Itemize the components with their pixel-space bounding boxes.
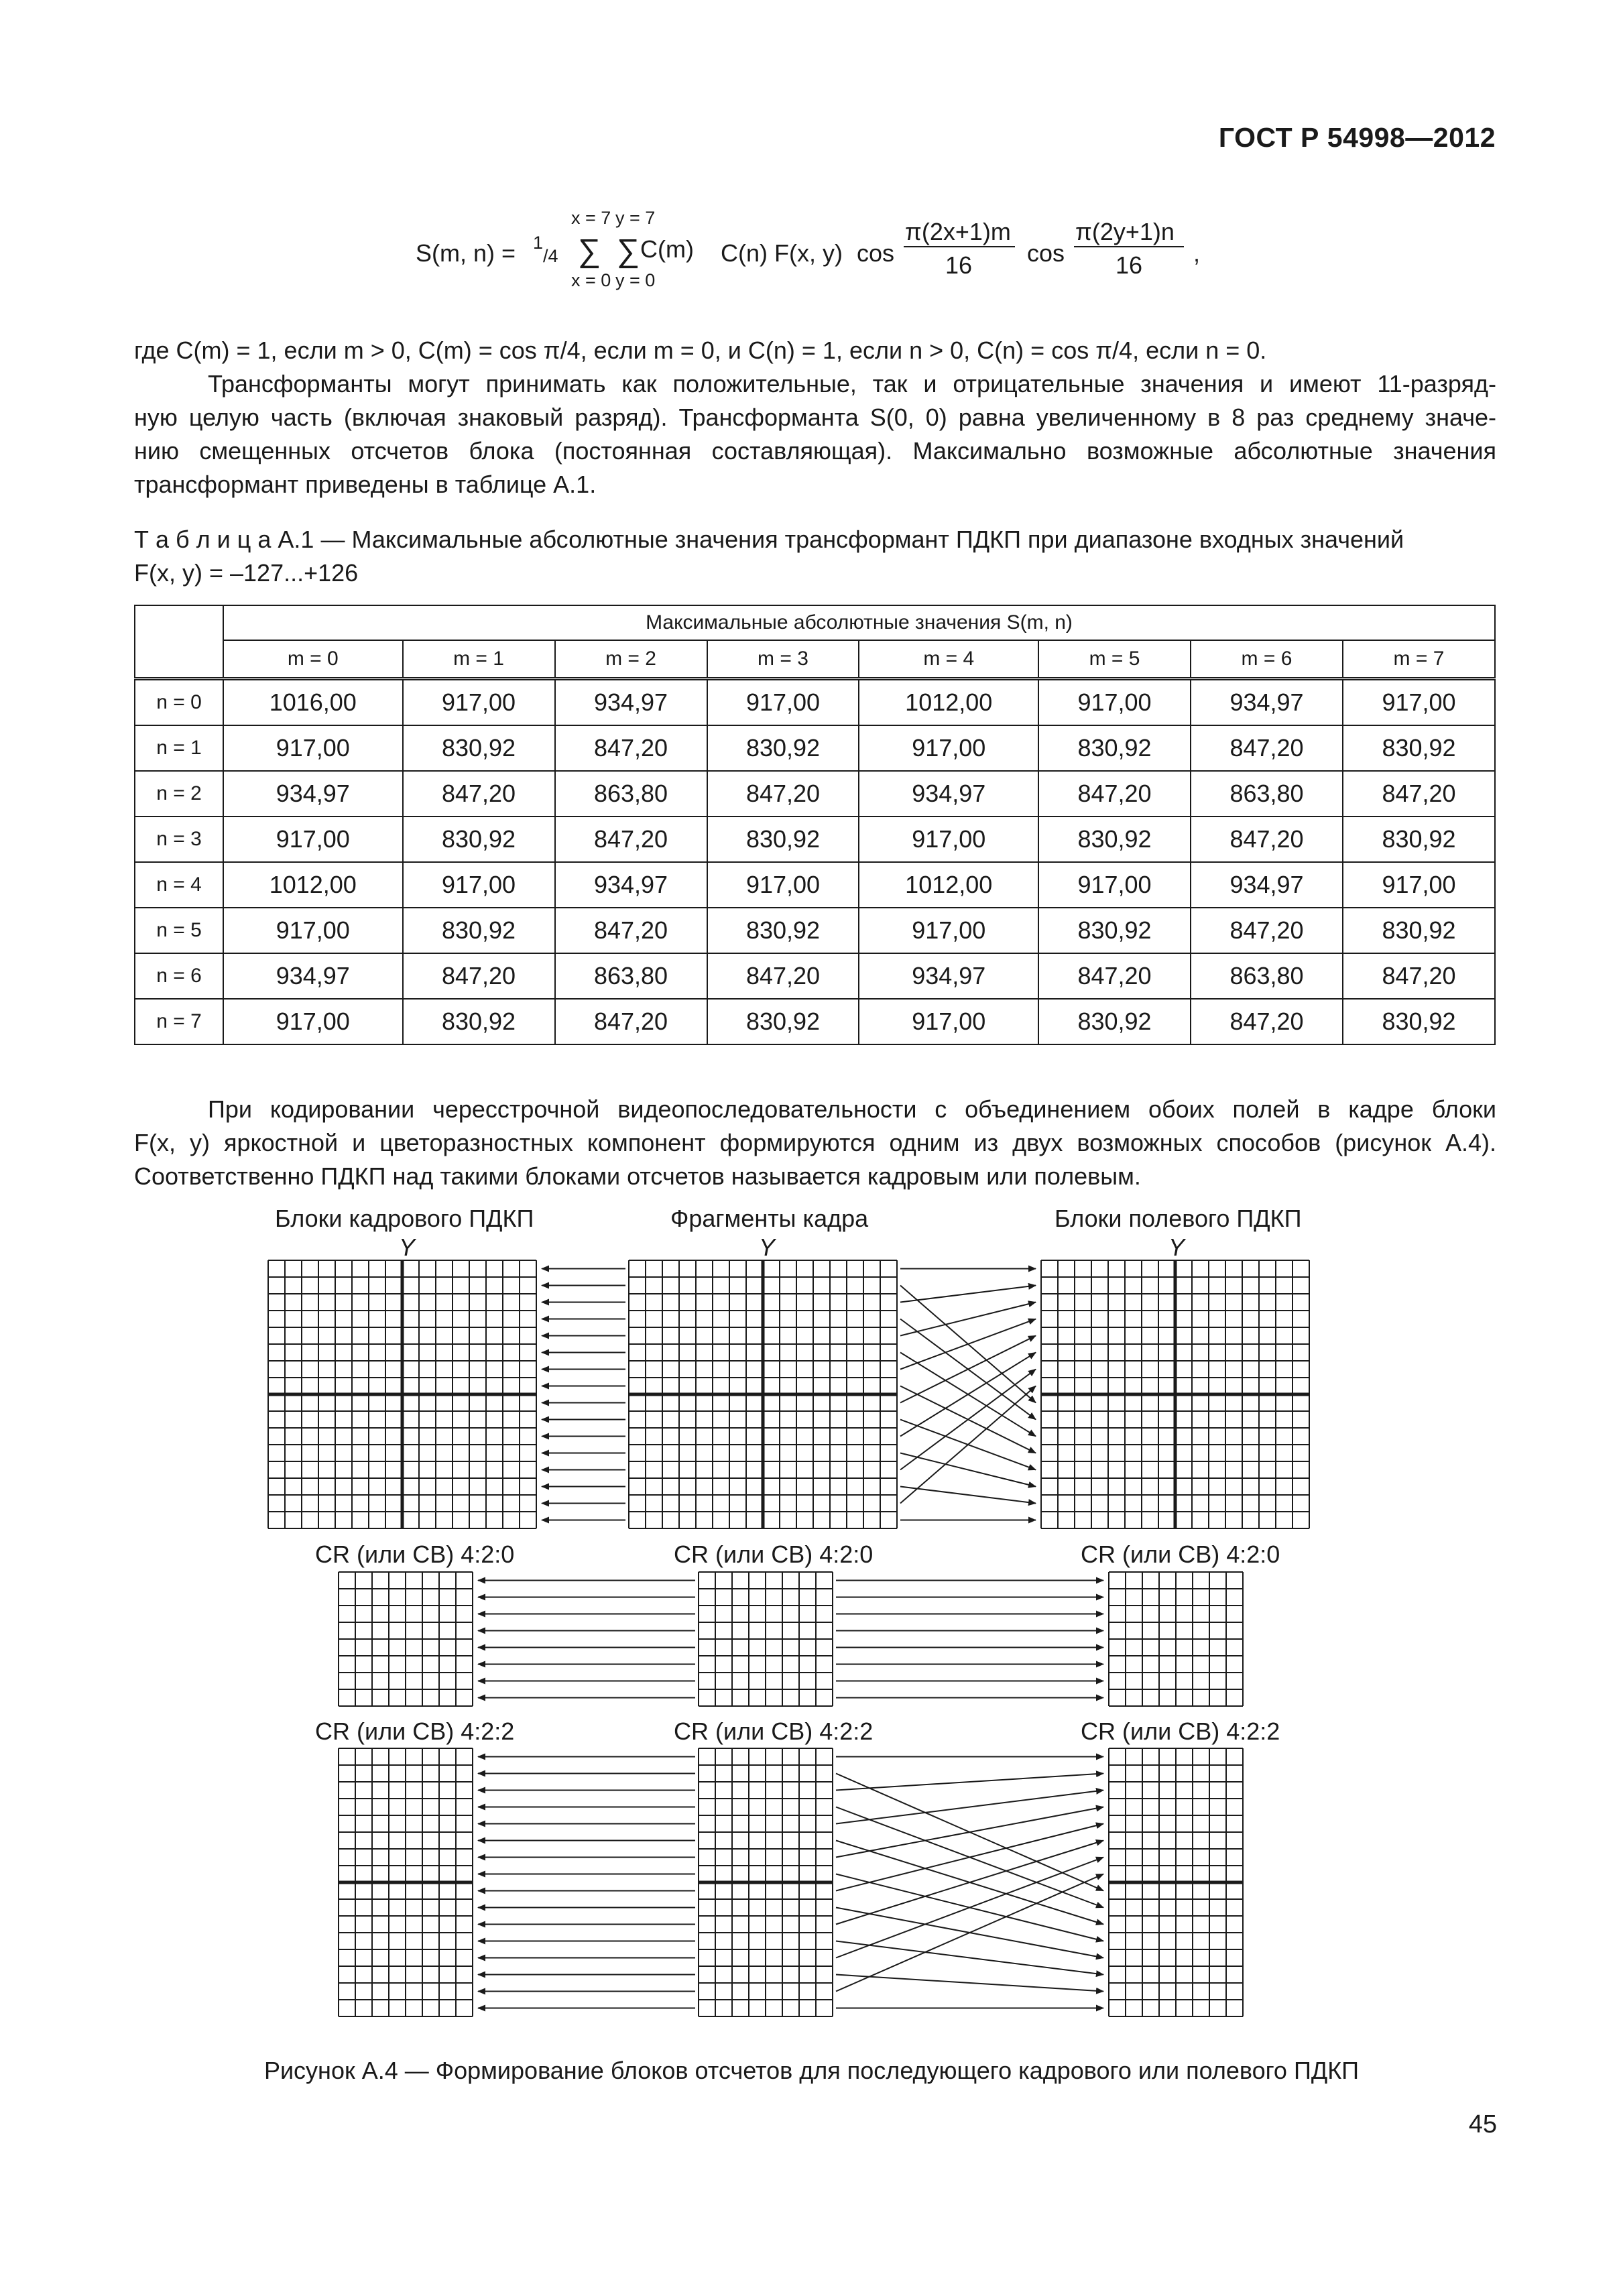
label-cr-420-middle: CR (или CB) 4:2:0 [674, 1540, 874, 1568]
formula-num-1: π(2x+1)m [905, 218, 1011, 245]
table-cell: 934,97 [1191, 862, 1343, 908]
arrow-chroma-422-right [836, 1824, 1103, 1891]
table-cell: 917,00 [403, 679, 555, 726]
table-cell: 847,20 [1191, 817, 1343, 862]
table-cell: 847,20 [707, 771, 859, 817]
label-cr-422-middle: CR (или CB) 4:2:2 [674, 1717, 874, 1745]
table-cell: 917,00 [859, 908, 1038, 953]
paragraph-line: При кодировании чересстрочной видеопоследовательности с объединением обоих полей в кадре блоки [208, 1095, 1496, 1123]
table-cell: 917,00 [859, 999, 1038, 1044]
paragraph-line: нию смещенных отсчетов блока (постоянная составляющая). Максимально возможные абсолютные значения [134, 437, 1496, 465]
table-row-label: n = 6 [135, 953, 223, 999]
table-cell: 863,80 [555, 953, 707, 999]
table-cell: 1012,00 [223, 862, 403, 908]
arrow-chroma-422-right [836, 1858, 1103, 1958]
table-cell: 830,92 [403, 999, 555, 1044]
arrow-chroma-422-right [836, 1807, 1103, 1858]
table-cell: 847,20 [555, 817, 707, 862]
table-cell: 830,92 [403, 725, 555, 771]
formula-quarter-den: /4 [543, 246, 558, 266]
table-column-header: m = 0 [223, 640, 403, 679]
table-column-header: m = 5 [1038, 640, 1191, 679]
arrow-field-mapping [900, 1286, 1036, 1303]
table-cell: 917,00 [859, 725, 1038, 771]
table-cell: 917,00 [707, 862, 859, 908]
table-cell: 917,00 [1343, 679, 1495, 726]
table-cell: 847,20 [1038, 771, 1191, 817]
table-column-header: m = 4 [859, 640, 1038, 679]
formula-sum-top-x: x = 7 [571, 208, 611, 228]
table-row-label: n = 2 [135, 771, 223, 817]
arrow-chroma-422-right [836, 1975, 1103, 1992]
label-frame-fragments: Фрагменты кадра [670, 1205, 869, 1232]
table-cell: 830,92 [1343, 908, 1495, 953]
formula-den-2: 16 [1116, 251, 1143, 279]
table-cell: 830,92 [1038, 817, 1191, 862]
table-cell: 934,97 [223, 953, 403, 999]
paragraph-line: Трансформанты могут принимать как положительные, так и отрицательные значения и имеют 11-разряд- [208, 370, 1496, 398]
table-cell: 830,92 [707, 999, 859, 1044]
paragraph-line: ную целую часть (включая знаковый разряд). Трансформанта S(0, 0) равна увеличенному в 8 раз среднему значе- [134, 404, 1496, 431]
table-cell: 1016,00 [223, 679, 403, 726]
table-row-label: n = 5 [135, 908, 223, 953]
table-group-header: Максимальные абсолютные значения S(m, n) [223, 605, 1495, 640]
table-cell: 917,00 [223, 999, 403, 1044]
table-cell: 847,20 [1191, 908, 1343, 953]
formula-sum-top-y: y = 7 [615, 208, 656, 228]
formula-cos-1: cos [857, 239, 895, 267]
table-cell: 830,92 [1343, 999, 1495, 1044]
page-number: 45 [1468, 2110, 1497, 2138]
table-cell: 830,92 [403, 817, 555, 862]
formula-num-2: π(2y+1)n [1075, 218, 1175, 245]
table-cell: 830,92 [1038, 999, 1191, 1044]
table-cell: 847,20 [1191, 999, 1343, 1044]
table-caption-line: Т а б л и ц а А.1 — Максимальные абсолютные значения трансформант ПДКП при диапазоне входных значений [134, 526, 1404, 553]
table-cell: 830,92 [1343, 817, 1495, 862]
arrow-chroma-422-right [836, 1774, 1103, 1791]
table-cell: 847,20 [1038, 953, 1191, 999]
table-cell: 863,80 [1191, 953, 1343, 999]
table-cell: 830,92 [707, 817, 859, 862]
figure-caption: Рисунок А.4 — Формирование блоков отсчетов для последующего кадрового или полевого ПДКП [263, 2057, 1360, 2084]
table-cell: 934,97 [859, 771, 1038, 817]
table-row-label: n = 3 [135, 817, 223, 862]
table-cell: 917,00 [1343, 862, 1495, 908]
paragraph-line: Соответственно ПДКП над такими блоками отсчетов называется кадровым или полевым. [134, 1162, 1141, 1190]
table-cell: 830,92 [707, 908, 859, 953]
table-cell: 934,97 [223, 771, 403, 817]
table-cell: 830,92 [1038, 725, 1191, 771]
formula-sigma-x: ∑ [578, 233, 601, 269]
label-y-middle: Y [759, 1233, 776, 1261]
table-cell: 934,97 [859, 953, 1038, 999]
table-cell: 917,00 [859, 817, 1038, 862]
document-id: ГОСТ Р 54998—2012 [1218, 122, 1496, 153]
arrow-field-mapping [900, 1386, 1036, 1504]
table-cell: 917,00 [1038, 679, 1191, 726]
table-cell: 863,80 [555, 771, 707, 817]
formula-quarter-num: 1 [533, 233, 544, 253]
table-column-header: m = 1 [403, 640, 555, 679]
paragraph-line: F(x, y) яркостной и цветоразностных компонент формируются одним из двух возможных способов (рисунок А.4). [134, 1129, 1496, 1156]
table-column-header: m = 2 [555, 640, 707, 679]
table-row-label: n = 4 [135, 862, 223, 908]
table-cell: 863,80 [1191, 771, 1343, 817]
table-row-label: n = 7 [135, 999, 223, 1044]
formula-den-1: 16 [945, 251, 973, 279]
arrow-field-mapping [900, 1453, 1036, 1487]
table-cell: 847,20 [707, 953, 859, 999]
label-frame-dct-blocks: Блоки кадрового ПДКП [275, 1205, 534, 1232]
table-cell: 934,97 [1191, 679, 1343, 726]
formula-cn-fxy: C(n) F(x, y) [721, 239, 843, 267]
formula-cm: C(m) [640, 235, 694, 263]
arrow-chroma-422-right [836, 1874, 1103, 1992]
table-cell: 934,97 [555, 862, 707, 908]
table-caption-line: F(x, y) = –127...+126 [134, 559, 359, 587]
table-cell: 847,20 [403, 771, 555, 817]
table-cell: 830,92 [1038, 908, 1191, 953]
formula-sum-bot-x: x = 0 [571, 270, 611, 290]
table-cell: 830,92 [707, 725, 859, 771]
table-cell: 1012,00 [859, 862, 1038, 908]
table-cell: 847,20 [555, 725, 707, 771]
table-cell: 917,00 [223, 725, 403, 771]
formula-trailing: , [1193, 239, 1201, 267]
paragraph-line: где C(m) = 1, если m > 0, C(m) = cos π/4, если m = 0, и C(n) = 1, если n > 0, C(n) = cos π/4, если n = 0. [134, 337, 1267, 364]
arrow-field-mapping [900, 1370, 1036, 1470]
formula-cos-2: cos [1027, 239, 1065, 267]
arrow-chroma-422-right [836, 1791, 1103, 1824]
arrow-field-mapping [900, 1336, 1036, 1403]
table-column-header: m = 7 [1343, 640, 1495, 679]
formula-sum-bot-y: y = 0 [615, 270, 656, 290]
label-cr-420-left: CR (или CB) 4:2:0 [315, 1540, 515, 1568]
table-cell: 917,00 [403, 862, 555, 908]
table-cell: 917,00 [1038, 862, 1191, 908]
table-cell: 847,20 [1343, 953, 1495, 999]
label-cr-422-left: CR (или CB) 4:2:2 [315, 1717, 515, 1745]
label-y-left: Y [399, 1233, 416, 1261]
paragraph-line: трансформант приведены в таблице А.1. [134, 471, 597, 498]
table-cell: 917,00 [707, 679, 859, 726]
arrow-chroma-422-right [836, 1941, 1103, 1975]
table-cell: 1012,00 [859, 679, 1038, 726]
table-cell: 847,20 [1343, 771, 1495, 817]
label-cr-422-right: CR (или CB) 4:2:2 [1081, 1717, 1280, 1745]
arrow-field-mapping [900, 1319, 1036, 1370]
formula-lhs: S(m, n) = [416, 239, 516, 267]
table-cell: 847,20 [403, 953, 555, 999]
table-cell: 847,20 [555, 908, 707, 953]
table-cell: 934,97 [555, 679, 707, 726]
table-row-label: n = 1 [135, 725, 223, 771]
table-cell: 917,00 [223, 908, 403, 953]
table-column-header: m = 6 [1191, 640, 1343, 679]
table-cell: 830,92 [403, 908, 555, 953]
formula-sigma-y: ∑ [617, 233, 640, 269]
arrow-field-mapping [900, 1303, 1036, 1336]
table-cell: 847,20 [555, 999, 707, 1044]
label-field-dct-blocks: Блоки полевого ПДКП [1055, 1205, 1302, 1232]
table-cell: 830,92 [1343, 725, 1495, 771]
label-y-right: Y [1168, 1233, 1185, 1261]
table-cell: 847,20 [1191, 725, 1343, 771]
arrow-field-mapping [900, 1487, 1036, 1504]
table-cell: 917,00 [223, 817, 403, 862]
table-row-label: n = 0 [135, 679, 223, 726]
table-column-header: m = 3 [707, 640, 859, 679]
label-cr-420-right: CR (или CB) 4:2:0 [1081, 1540, 1280, 1568]
